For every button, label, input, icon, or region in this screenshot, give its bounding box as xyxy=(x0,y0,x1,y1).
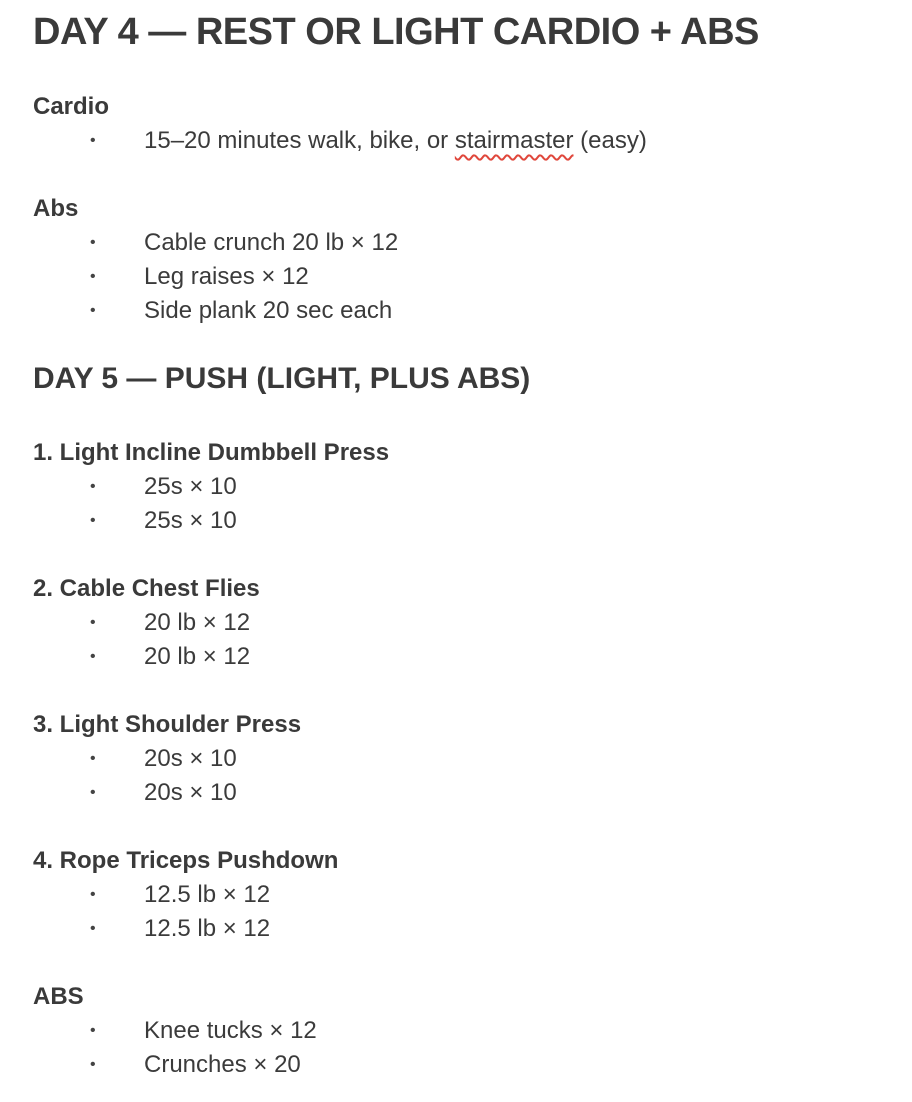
list-item-text: Knee tucks × 12 xyxy=(144,1017,317,1044)
list-item xyxy=(33,1048,893,1082)
list-item-text: 12.5 lb × 12 xyxy=(144,915,271,942)
list-item xyxy=(33,912,893,946)
bullet-icon: • xyxy=(90,132,96,149)
list-item-text: 20s × 10 xyxy=(144,779,237,806)
exercise-heading: 1. Light Incline Dumbbell Press xyxy=(33,439,390,466)
list-item xyxy=(33,1014,893,1048)
exercise-sets-list xyxy=(33,470,893,538)
list-item xyxy=(33,260,893,294)
exercise-sets-list xyxy=(33,878,893,946)
bullet-icon: • xyxy=(90,1056,96,1073)
day5-abs-list xyxy=(33,1014,893,1082)
list-item xyxy=(33,776,893,810)
exercise-sets-list xyxy=(33,742,893,810)
bullet-icon: • xyxy=(90,784,96,801)
list-item-text: 12.5 lb × 12 xyxy=(144,881,271,908)
day4-abs-list xyxy=(33,226,893,328)
bullet-icon: • xyxy=(90,302,96,319)
list-item xyxy=(33,878,893,912)
list-item xyxy=(33,606,893,640)
list-item-text: Crunches × 20 xyxy=(144,1051,301,1078)
day4-title: DAY 4 — REST OR LIGHT CARDIO + ABS xyxy=(33,11,759,53)
bullet-icon: • xyxy=(90,920,96,937)
list-item-text: 15–20 minutes walk, bike, or stairmaster (easy) xyxy=(144,127,647,154)
list-item-text: Cable crunch 20 lb × 12 xyxy=(144,229,399,256)
list-item xyxy=(33,504,893,538)
list-item-text: Side plank 20 sec each xyxy=(144,297,393,324)
list-item-text: 20s × 10 xyxy=(144,745,237,772)
day5-title: DAY 5 — PUSH (LIGHT, PLUS ABS) xyxy=(33,362,531,395)
spellcheck-word[interactable]: stairmaster xyxy=(454,127,574,154)
list-item-text: 25s × 10 xyxy=(144,473,237,500)
list-item xyxy=(33,742,893,776)
list-item-text: 25s × 10 xyxy=(144,507,237,534)
list-item xyxy=(33,294,893,328)
list-item-text: Leg raises × 12 xyxy=(144,263,309,290)
list-item xyxy=(33,640,893,674)
bullet-icon: • xyxy=(90,268,96,285)
cardio-heading: Cardio xyxy=(33,93,110,120)
bullet-icon: • xyxy=(90,1022,96,1039)
day4-abs-heading: Abs xyxy=(33,195,79,222)
list-item-text: 20 lb × 12 xyxy=(144,609,251,636)
list-item-text: 20 lb × 12 xyxy=(144,643,251,670)
bullet-icon: • xyxy=(90,614,96,631)
bullet-icon: • xyxy=(90,234,96,251)
list-item xyxy=(33,470,893,504)
bullet-icon: • xyxy=(90,886,96,903)
cardio-list xyxy=(33,124,893,158)
list-item xyxy=(33,226,893,260)
bullet-icon: • xyxy=(90,478,96,495)
exercise-heading: 4. Rope Triceps Pushdown xyxy=(33,847,339,874)
bullet-icon: • xyxy=(90,512,96,529)
exercise-sets-list xyxy=(33,606,893,674)
bullet-icon: • xyxy=(90,750,96,767)
exercise-heading: 3. Light Shoulder Press xyxy=(33,711,302,738)
exercise-heading: 2. Cable Chest Flies xyxy=(33,575,260,602)
day5-abs-heading: ABS xyxy=(33,983,84,1010)
list-item xyxy=(33,124,893,158)
bullet-icon: • xyxy=(90,648,96,665)
